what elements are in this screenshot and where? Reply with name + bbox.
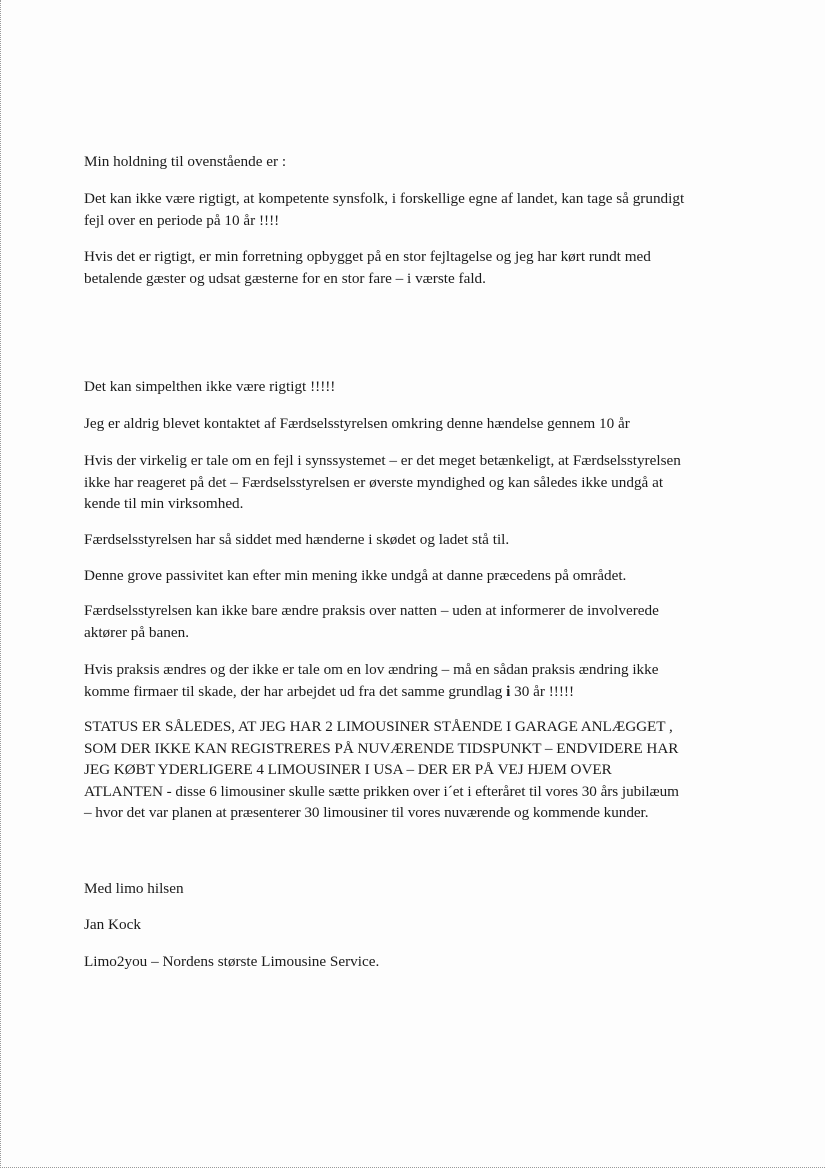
paragraph-business-mistake: Hvis det er rigtigt, er min forretning opbygget på en stor fejltagelse og jeg har kørt rundt med betalende gæster og udsat gæsterne for en stor fare – i værste fald. [84,248,651,287]
signature-name: Jan Kock [84,916,141,933]
intro-line: Min holdning til ovenstående er : [84,153,287,170]
paragraph-inspection-error: Hvis der virkelig er tale om en fejl i synssystemet – er det meget betænkeligt, at Færdselsstyrelsen ikke har reageret på det – Færdselsstyrelsen er øverste myndighed og kan således ikke undgå at kende til min virksomhed. [84,452,681,512]
paragraph-law-change [84,659,784,702]
paragraph-competent-inspectors: Det kan ikke være rigtigt, at kompetente synsfolk, i forskellige egne af landet, kan tage så grundigt fejl over en periode på 10 år !!!! [84,190,685,229]
law-change-bold-word: i [506,682,511,700]
company-line: Limo2you – Nordens største Limousine Service. [84,953,380,970]
paragraph-precedent: Denne grove passivitet kan efter min mening ikke undgå at danne præcedens på området. [84,567,627,584]
paragraph-never-contacted: Jeg er aldrig blevet kontaktet af Færdselsstyrelsen omkring denne hændelse gennem 10 år [84,415,630,432]
law-change-text-start: Hvis praksis ændres og der ikke er tale om en lov ændring – må en sådan praksis ændring ikke komme firmaer til skade, der har arbejdet ud fra det samme grundlag [84,661,659,700]
paragraph-passive-authority: Færdselsstyrelsen har så siddet med hænderne i skødet og ladet stå til. [84,531,510,548]
paragraph-status: STATUS ER SÅLEDES, AT JEG HAR 2 LIMOUSINER STÅENDE I GARAGE ANLÆGGET , SOM DER IKKE KAN REGISTRERES PÅ NUVÆRENDE TIDSPUNKT – ENDVIDERE HAR JEG KØBT YDERLIGERE 4 LIMOUSINER I USA – DER ER PÅ VEJ HJEM OVER ATLANTEN - disse 6 limousiner skulle sætte prikken over i´et i efteråret til vores 30 års jubilæum – hvor det var planen at præsenterer 30 limousiner til vores nuværende og kommende kunder. [84,718,679,821]
paragraph-practice-change: Færdselsstyrelsen kan ikke bare ændre praksis over natten – uden at informerer de involverede aktører på banen. [84,602,659,641]
law-change-text-end: 30 år !!!!! [510,682,575,700]
paragraph-cannot-be-right: Det kan simpelthen ikke være rigtigt !!!!! [84,378,336,395]
closing-greeting: Med limo hilsen [84,880,184,897]
